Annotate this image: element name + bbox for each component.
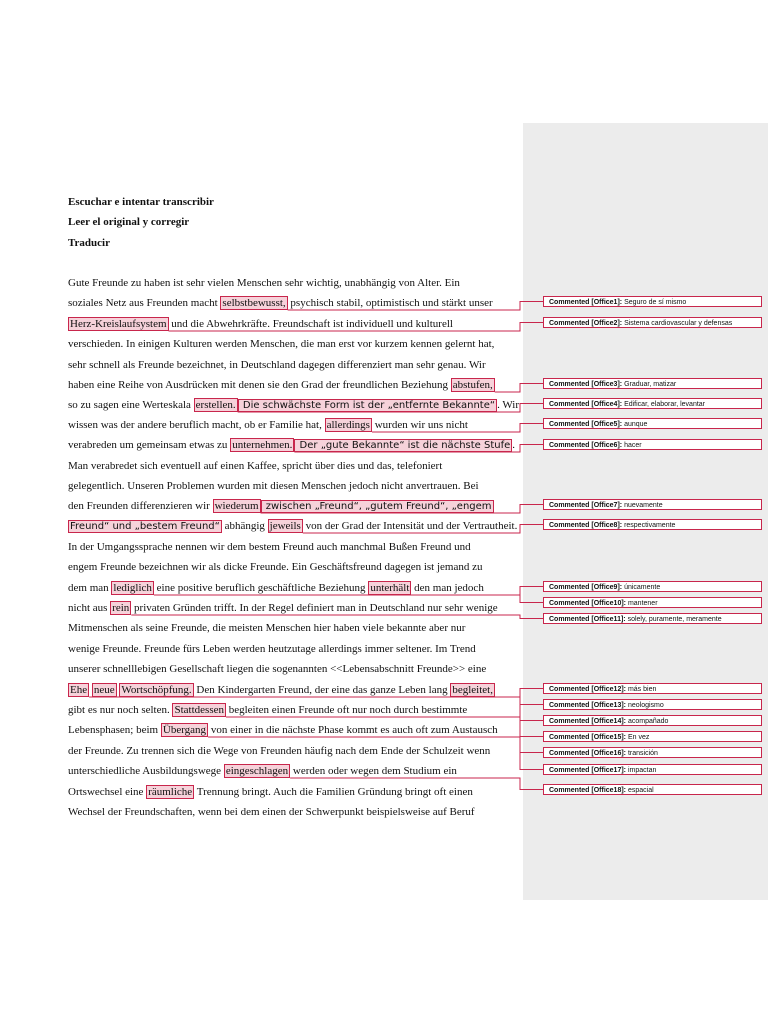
body-line [68,479,479,493]
comment-label: Commented [Office9]: [549,584,623,591]
body-text-run: so zu sagen eine Werteskala [68,399,194,411]
comment-box[interactable] [543,784,762,795]
commented-word: allerdings [326,419,370,431]
comment-label: Commented [Office16]: [549,750,627,757]
body-text-run: werden oder wegen dem Studium ein [290,765,457,777]
comment-text: hacer [622,442,642,449]
formatted-phrase: Freund“ und „bestem Freund“ [70,521,220,532]
body-line [68,764,457,778]
body-text-run: wenige Freunde. Freunde fürs Leben werden heutzutage allerdings immer seltener. Im Trend [68,643,476,655]
comment-label: Commented [Office13]: [549,702,627,709]
comment-box[interactable] [543,699,762,710]
body-line [68,581,484,595]
comment-label: Commented [Office7]: [549,502,623,509]
comment-text: únicamente [622,584,661,591]
body-text-run: und die Abwehrkräfte. Freundschaft ist individuell und kulturell [168,318,453,330]
body-text-run: soziales Netz aus Freunden macht [68,297,221,309]
heading-transcribe: Escuchar e intentar transcribir [68,196,214,208]
commented-word: neue [93,684,115,696]
body-text-run: psychisch stabil, optimistisch und stärkt unser [287,297,493,309]
comment-label: Commented [Office5]: [549,421,623,428]
comment-text: solely, puramente, meramente [625,616,722,623]
comment-connector [131,615,543,619]
body-line [68,418,468,432]
body-text-run: unterschiedliche Ausbildungswege [68,765,224,777]
comment-box[interactable] [543,715,762,726]
comment-text: Graduar, matizar [622,381,677,388]
body-text-run: engem Freunde bezeichnen wir als dicke Freunde. Ein Geschäftsfreund dagegen ist jemand zu [68,561,483,573]
comment-text: Seguro de sí mismo [622,299,687,306]
body-text-run: nicht aus [68,602,111,614]
body-text-run: privaten Gründen trifft. In der Regel definiert man in Deutschland nur sehr wenige [131,602,498,614]
heading-translate: Traducir [68,237,110,249]
comment-label: Commented [Office15]: [549,734,627,741]
comment-label: Commented [Office18]: [549,787,627,794]
heading-correct: Leer el original y corregir [68,216,190,228]
comment-text: mantener [626,600,658,607]
body-text-run: gelegentlich. Unseren Problemen wurden mit diesen Menschen jedoch nicht anvertrauen. Bei [68,480,479,492]
comment-box[interactable] [543,731,762,742]
comment-text: neologismo [626,702,664,709]
commented-word: Ehe [70,684,88,696]
body-line [68,378,495,392]
comment-box[interactable] [543,398,762,409]
commented-word: rein [112,602,130,614]
comment-box[interactable] [543,317,762,328]
body-text-run: Wechsel der Freundschaften, wenn bei dem einen der Schwerpunkt beispielsweise auf Beruf [68,806,475,818]
comment-box[interactable] [543,519,762,530]
body-text-run: In der Umgangssprache nennen wir dem bestem Freund auch manchmal Bußen Freund und [68,541,471,553]
body-line [68,398,519,413]
comment-text: acompañado [626,718,669,725]
body-text-run: Gute Freunde zu haben ist sehr vielen Menschen sehr wichtig, unabhängig von Alter. Ein [68,277,460,289]
body-line [68,296,493,310]
commented-word: unternehmen. [232,439,293,451]
body-text-run: begleiten einen Freunde oft nur noch durch bestimmte [225,704,468,716]
body-text-run: wurden wir uns nicht [371,419,468,431]
body-text-run: Lebensphasen; beim [68,724,161,736]
comment-label: Commented [Office4]: [549,401,623,408]
body-text-run: von der Grad der Intensität und der Vertrautheit. [302,520,518,532]
commented-word: jeweils [269,520,301,532]
body-text-run: gibt es nur noch selten. [68,704,173,716]
formatted-phrase: Der „gute Bekannte“ ist die nächste Stufe [296,440,511,451]
comment-box[interactable] [543,378,762,389]
body-text-run: Trennung bringt. Auch die Familien Gründung bringt oft einen [194,786,473,798]
comment-box[interactable] [543,683,762,694]
comment-text: En vez [626,734,650,741]
body-text-run: dem man [68,582,112,594]
comment-box[interactable] [543,597,762,608]
commented-word: selbstbewusst, [222,297,286,309]
body-line [68,723,498,737]
body-line [68,642,476,656]
body-text-run: verabreden um gemeinsam etwas zu [68,439,231,451]
comment-text: Sistema cardiovascular y defensas [622,320,733,327]
body-text-run: . [512,439,516,451]
body-text-run: wissen was der andere beruflich macht, ob er Familie hat, [68,419,325,431]
body-text-run: haben eine Reihe von Ausdrücken mit denen sie den Grad der freundlichen Beziehung [68,379,451,391]
body-line [68,358,486,372]
commented-word: abstufen, [452,379,493,391]
body-line [68,540,471,554]
comment-box[interactable] [543,764,762,775]
comment-box[interactable] [543,581,762,592]
comment-label: Commented [Office2]: [549,320,623,327]
comment-label: Commented [Office12]: [549,686,627,693]
body-text-run: verschieden. In einigen Kulturen werden Menschen, die man erst vor kurzem kennen gelernt hat, [68,338,495,350]
body-text-run: den Freunden differenzieren wir [68,500,213,512]
body-text-run: Ortswechsel eine [68,786,147,798]
comment-label: Commented [Office14]: [549,718,627,725]
body-text-run: Den Kindergarten Freund, der eine das ganze Leben lang [193,684,451,696]
comment-label: Commented [Office8]: [549,522,623,529]
commented-word: Wortschöpfung. [121,684,192,696]
commented-word: lediglich [113,582,152,594]
body-line [68,662,486,676]
comment-text: Edificar, elaborar, levantar [622,401,706,408]
comment-text: nuevamente [622,502,663,509]
commented-word: begleitet, [452,684,493,696]
body-text-run: sehr schnell als Freunde bezeichnet, in Deutschland dagegen differenziert man sehr genau. Wir [68,359,486,371]
body-line [68,683,495,697]
comment-box[interactable] [543,418,762,429]
comment-box[interactable] [543,499,762,510]
body-text-run: Mitmenschen als seine Freunde, die meisten Menschen hier haben viele bekannte aber nur [68,622,466,634]
commented-word: unterhält [370,582,410,594]
body-line [68,703,467,717]
body-line [68,560,483,574]
commented-word: Herz-Kreislaufsystem [70,318,167,330]
comment-box[interactable] [543,747,762,758]
commented-word: eingeschlagen [225,765,289,777]
body-text-run: der Freunde. Zu trennen sich die Wege von Freunden häufig nach dem Ende der Schulzeit wenn [68,745,491,757]
body-text-run: von einer in die nächste Phase kommt es auch oft zum Austausch [208,724,498,736]
body-line [68,519,517,534]
commented-word: räumliche [148,786,193,798]
comment-label: Commented [Office10]: [549,600,627,607]
comment-label: Commented [Office11]: [549,616,626,623]
body-line [68,459,442,473]
body-text-run: Man verabredet sich eventuell auf einen Kaffee, spricht über dies und das, telefoniert [68,460,443,472]
body-text-run: den man jedoch [411,582,484,594]
comment-text: impactan [626,767,657,774]
commented-word: wiederum [214,500,259,512]
body-line [68,785,473,799]
comment-text: aunque [622,421,648,428]
commented-word: Stattdessen [174,704,224,716]
commented-word: erstellen. [195,399,236,411]
body-text-run: . Wir [497,399,520,411]
body-text-run: unserer schnelllebigen Gesellschaft liegen die sogenannten <<Lebensabschnitt Freunde>> eine [68,663,487,675]
comment-label: Commented [Office17]: [549,767,627,774]
comment-label: Commented [Office6]: [549,442,623,449]
formatted-phrase: Die schwächste Form ist der „entfernte Bekannte“ [239,400,496,411]
comment-text: más bien [626,686,657,693]
body-line [68,337,494,351]
comment-box[interactable] [543,613,762,624]
body-line [68,805,475,819]
body-line [68,621,465,635]
comment-text: transición [626,750,658,757]
commented-word: Übergang [162,724,207,736]
body-line [68,276,460,290]
comment-label: Commented [Office1]: [549,299,623,306]
body-text-run: abhängig [221,520,268,532]
comment-label: Commented [Office3]: [549,381,623,388]
comment-text: respectivamente [622,522,676,529]
body-line [68,317,453,331]
comment-box[interactable] [543,296,762,307]
body-line [68,438,515,453]
comment-text: espacial [626,787,654,794]
body-line [68,499,494,514]
formatted-phrase: zwischen „Freund“, „gutem Freund“, „engem [262,501,492,512]
comment-box[interactable] [543,439,762,450]
body-text-run: eine positive beruflich geschäftliche Beziehung [153,582,369,594]
body-line [68,744,490,758]
body-line [68,601,498,615]
